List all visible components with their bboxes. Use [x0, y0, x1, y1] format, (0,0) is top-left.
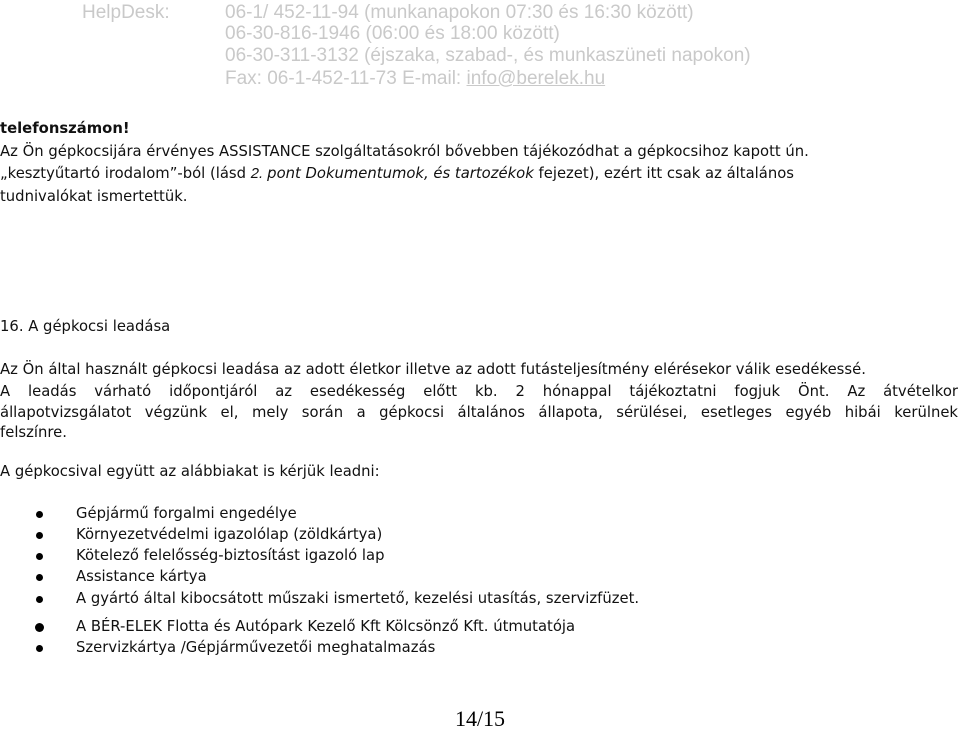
assistance-paragraph-line-2	[0, 163, 958, 185]
helpdesk-phone-3: 06-30-311-3132 (éjszaka, szabad-, és munkaszüneti napokon)	[225, 45, 751, 66]
reference-tail: fejezet), ezért itt csak az általános	[533, 165, 794, 182]
list-item-text: A gyártó által kibocsátott műszaki ismertető, kezelési utasítás, szervizfüzet.	[76, 590, 640, 607]
page-number: 14/15	[454, 706, 506, 731]
list-item	[0, 503, 720, 525]
list-item-text: A BÉR-ELEK Flotta és Autópark Kezelő Kft Kölcsönző Kft. útmutatója	[76, 618, 576, 635]
list-item-text: Környezetvédelmi igazolólap (zöldkártya)	[76, 526, 383, 543]
bullet-icon	[36, 532, 43, 539]
return-desc-line-1: Az Ön által használt gépkocsi leadása az adott életkor illetve az adott futásteljesítmény elérésekor válik esedékessé.	[0, 361, 866, 378]
list-item-text: Szervizkártya /Gépjárművezetői meghatalmazás	[76, 639, 436, 656]
assistance-paragraph-line-1: Az Ön gépkocsijára érvényes ASSISTANCE szolgáltatásokról bővebben tájékozódhat a gépkocsihoz kapott ún.	[0, 143, 809, 160]
return-desc-line-2: A leadás várható időpontjáról az esedékesség előtt kb. 2 hónappal tájékoztatni fogjuk Önt. Az átvételkor	[0, 383, 958, 400]
bullet-icon	[36, 574, 43, 581]
list-item-text: Gépjármű forgalmi engedélye	[76, 505, 297, 522]
list-item	[0, 524, 720, 546]
return-list-intro: A gépkocsival együtt az alábbiakat is kérjük leadni:	[0, 463, 380, 480]
bullet-icon	[36, 553, 43, 560]
return-desc-line-3: állapotvizsgálatot végzünk el, mely során a gépkocsi általános állapota, sérülései, esetleges egyéb hibái kerülnek	[0, 404, 958, 421]
list-item	[0, 566, 720, 588]
phone-note-bold: telefonszámon!	[0, 120, 130, 137]
helpdesk-fax-email	[225, 68, 605, 89]
glovebox-text: „kesztyűtartó irodalom”-ból (lásd	[0, 165, 251, 182]
list-item-text: Assistance kártya	[76, 568, 207, 585]
section-heading: 16. A gépkocsi leadása	[0, 318, 171, 335]
bullet-icon	[36, 511, 43, 518]
bullet-icon	[35, 623, 44, 632]
reference-number: 2.	[250, 166, 268, 182]
helpdesk-phone-2: 06-30-816-1946 (06:00 és 18:00 között)	[225, 23, 560, 44]
bullet-icon	[36, 645, 43, 652]
helpdesk-label: HelpDesk:	[82, 2, 170, 23]
email-link[interactable]: info@berelek.hu	[466, 68, 606, 89]
list-item	[0, 588, 720, 610]
fax-text: Fax: 06-1-452-11-73 E-mail:	[225, 68, 467, 89]
return-desc-line-4: felszínre.	[0, 424, 67, 441]
bullet-icon	[36, 596, 43, 603]
assistance-paragraph-line-3: tudnivalókat ismertettük.	[0, 188, 188, 205]
list-item-text: Kötelező felelősség-biztosítást igazoló lap	[76, 547, 385, 564]
reference-italic: pont Dokumentumok, és tartozékok	[267, 165, 534, 182]
list-item	[0, 545, 720, 567]
helpdesk-phone-1: 06-1/ 452-11-94 (munkanapokon 07:30 és 16:30 között)	[225, 2, 694, 23]
list-item	[0, 637, 720, 659]
list-item	[0, 616, 720, 638]
